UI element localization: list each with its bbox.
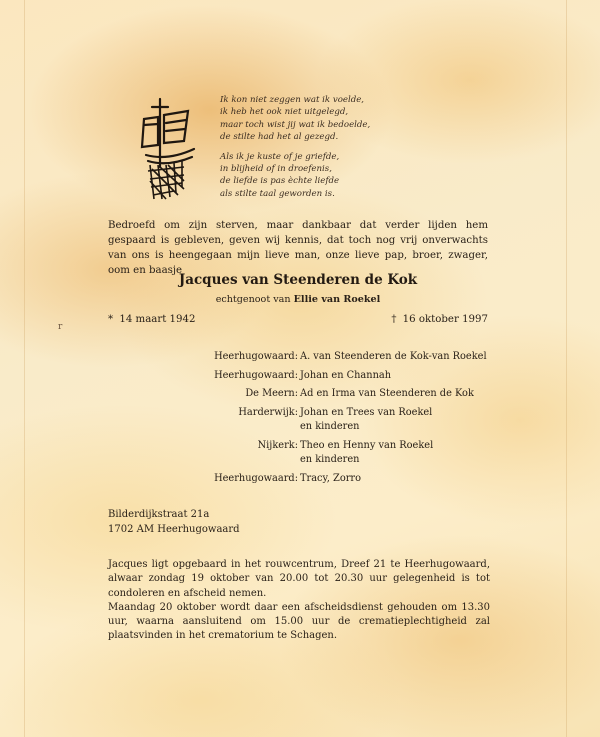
service-details: Maandag 20 oktober wordt daar een afscheidsdienst gehouden om 13.30 uur, waarna aansluitend om 15.00 uur de crematieplechtigheid zal plaatsvinden in het crematorium te Schagen. — [108, 601, 490, 642]
relative-name-line: Tracy, Zorro — [300, 472, 361, 484]
ship-with-cross-icon — [138, 95, 200, 203]
relative-name-line: A. van Steenderen de Kok-van Roekel — [300, 351, 487, 362]
poem-stanza-1 — [220, 94, 480, 144]
relative-place: Harderwijk: — [238, 406, 298, 418]
deceased-name: Jacques van Steenderen de Kok — [178, 272, 418, 288]
relative-row — [200, 350, 500, 365]
relative-names — [298, 350, 487, 365]
birth-symbol: * — [108, 314, 114, 325]
relative-name-line: en kinderen — [300, 421, 360, 432]
relative-row — [200, 406, 500, 435]
death-symbol: † — [391, 314, 397, 325]
funeral-details — [108, 558, 490, 644]
relative-place: Heerhugowaard: — [214, 472, 298, 484]
relative-place: Heerhugowaard: — [214, 369, 298, 381]
relative-names — [298, 387, 474, 402]
relative-row — [200, 369, 500, 384]
relative-name-line: Theo en Henny van Roekel — [300, 439, 434, 451]
relative-names — [298, 369, 391, 384]
relative-row — [200, 472, 500, 487]
relative-place: Nijkerk: — [257, 439, 298, 451]
death-date — [391, 314, 488, 325]
poem — [220, 94, 480, 207]
poem-line: in blijheid of in droefenis, — [220, 164, 332, 175]
fold-line-right — [566, 0, 567, 737]
poem-line: de stilte had het al gezegd. — [220, 132, 339, 143]
poem-line: maar toch wist jij wat ik bedoelde, — [220, 119, 371, 130]
relative-name-line: en kinderen — [300, 454, 360, 465]
poem-line: als stilte taal geworden is. — [220, 188, 335, 199]
relative-name-line: Johan en Channah — [300, 369, 392, 381]
viewing-details: Jacques ligt opgebaard in het rouwcentrum, Dreef 21 te Heerhugowaard, alwaar zondag 19 oktober van 20.00 tot 20.30 uur gelegenheid is tot condoleren en afscheid nemen. — [108, 559, 490, 599]
relative-names — [298, 439, 433, 468]
relative-place: Heerhugowaard: — [214, 351, 298, 362]
margin-mark: r — [58, 322, 63, 332]
relative-name-line: Ad en Irma van Steenderen de Kok — [300, 388, 474, 399]
relative-place: De Meern: — [245, 388, 298, 399]
relative-names — [298, 472, 361, 487]
spouse-prefix: echtgenoot van — [215, 294, 291, 305]
poem-line: Als ik je kuste of je griefde, — [220, 151, 340, 162]
address-city: 1702 AM Heerhugowaard — [108, 523, 240, 535]
poem-line: de liefde is pas èchte liefde — [220, 176, 340, 187]
announcement-text: Bedroefd om zijn sterven, maar dankbaar dat verder lijden hem gespaard is gebleven, geven wij kennis, dat toch nog vrij onverwachts van ons is heengegaan mijn lieve man, onze lieve pap, broer, zwager, oom en baasje — [108, 220, 488, 276]
death-date-value: 16 oktober 1997 — [402, 314, 488, 325]
relative-row — [200, 387, 500, 402]
spouse-line — [108, 294, 488, 305]
birth-date-value: 14 maart 1942 — [119, 314, 196, 325]
poem-stanza-2 — [220, 151, 480, 201]
spouse-name: Ellie van Roekel — [293, 294, 381, 305]
birth-date — [108, 314, 195, 325]
poem-line: ik heb het ook niet uitgelegd, — [220, 107, 349, 118]
poem-line: Ik kon niet zeggen wat ik voelde, — [220, 95, 365, 105]
fold-line-left — [24, 0, 25, 737]
relatives-list — [200, 350, 500, 490]
relative-row — [200, 439, 500, 468]
relative-name-line: Johan en Trees van Roekel — [300, 406, 433, 418]
address-street: Bilderdijkstraat 21a — [108, 509, 210, 520]
family-address — [108, 508, 240, 537]
relative-names — [298, 406, 432, 435]
